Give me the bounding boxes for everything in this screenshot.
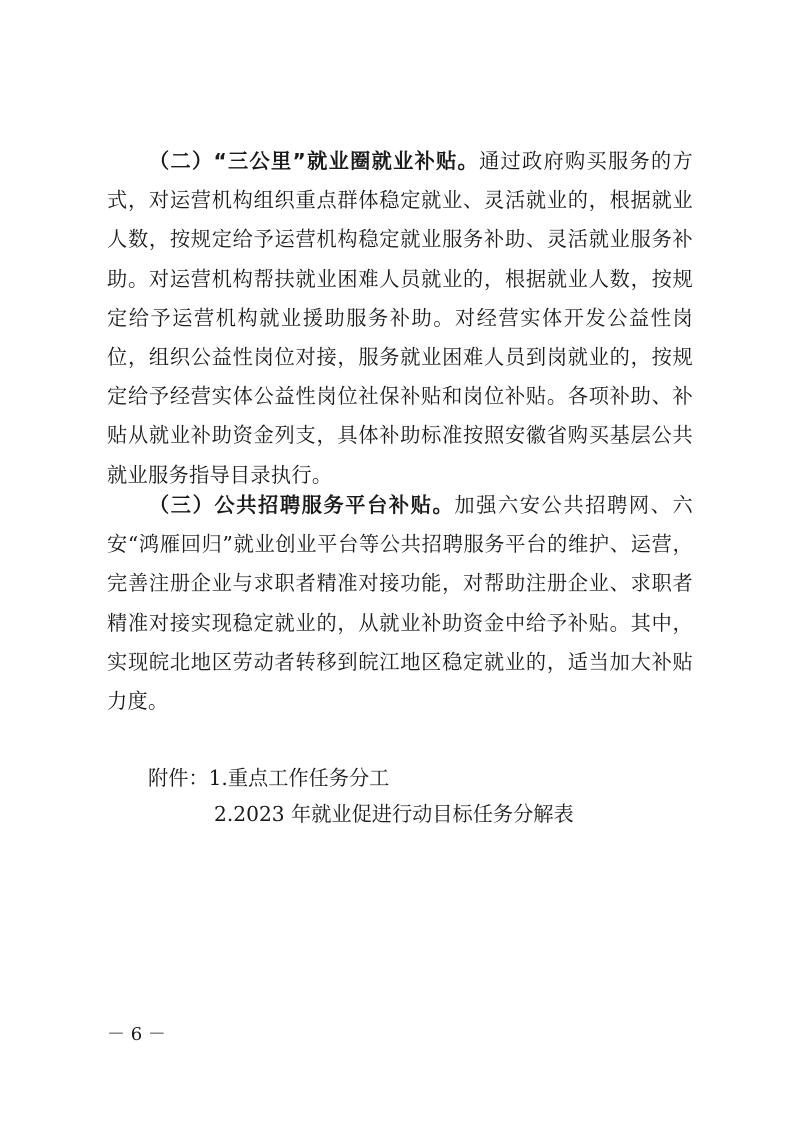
- attachment-line-2: [214, 799, 574, 829]
- section-2-paragraph: [107, 142, 693, 495]
- attachment-label: 附件：: [148, 766, 209, 790]
- page-number: － 6 －: [107, 1024, 166, 1045]
- attachment-item-2: 2.2023 年就业促进行动目标任务分解表: [214, 802, 574, 826]
- attachment-line-1: [148, 763, 389, 793]
- section-3-paragraph: [107, 486, 693, 721]
- section-3-body: 加强六安公共招聘网、六安“鸿雁回归”就业创业平台等公共招聘服务平台的维护、运营，完善注册企业与求职者精准对接功能，对帮助注册企业、求职者精准对接实现稳定就业的，从就业补助资金中给予补贴。其中，实现皖北地区劳动者转移到皖江地区稳定就业的，适当加大补贴力度。: [107, 493, 693, 714]
- section-3-heading: （三）公共招聘服务平台补贴。: [149, 493, 455, 517]
- section-2-body: 通过政府购买服务的方式，对运营机构组织重点群体稳定就业、灵活就业的，根据就业人数，按规定给予运营机构稳定就业服务补助、灵活就业服务补助。对运营机构帮扶就业困难人员就业的，根据就业人数，按规定给予运营机构就业援助服务补助。对经营实体开发公益性岗位，组织公益性岗位对接，服务就业困难人员到岗就业的，按规定给予经营实体公益性岗位社保补贴和岗位补贴。各项补助、补贴从就业补助资金列支，具体补助标准按照安徽省购买基层公共就业服务指导目录执行。: [107, 149, 693, 487]
- section-2-heading: （二）“三公里”就业圈就业补贴。: [149, 149, 480, 173]
- attachment-item-1: 1.重点工作任务分工: [208, 766, 390, 790]
